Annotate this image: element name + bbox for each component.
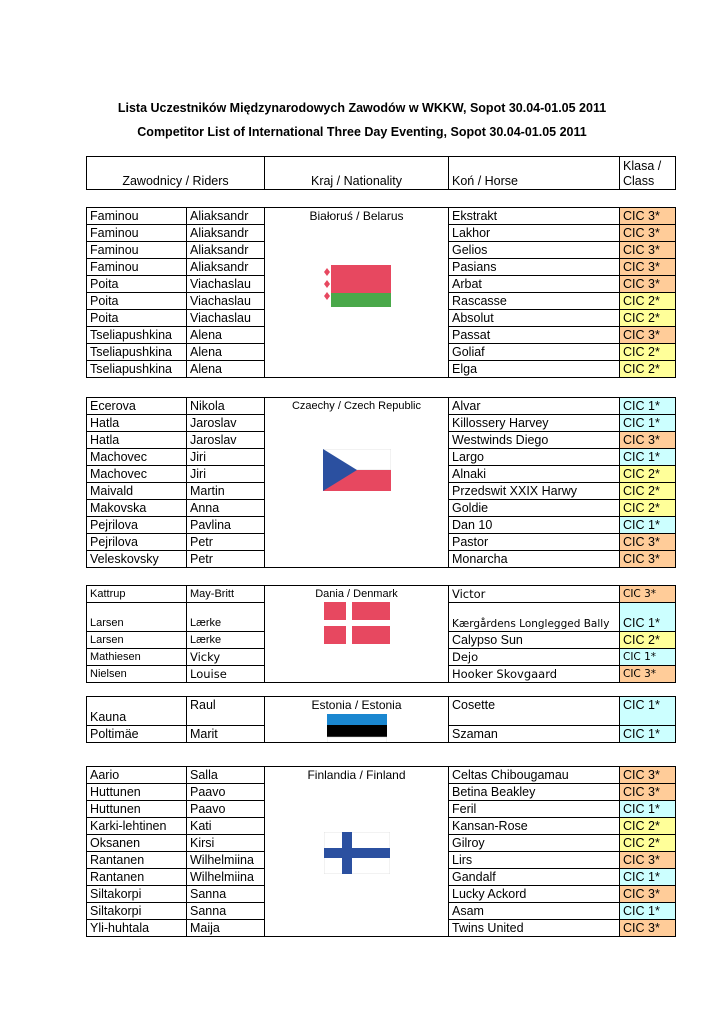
table-row [87,697,676,726]
first-name: May-Britt [187,586,265,603]
class-badge: CIC 2* [620,818,676,835]
horse: Lirs [449,852,620,869]
first-name: Petr [187,534,265,551]
horse: Monarcha [449,551,620,568]
first-name: Alena [187,344,265,361]
horse: Pasians [449,259,620,276]
horse: Feril [449,801,620,818]
class-badge: CIC 3* [620,327,676,344]
surname: Machovec [87,449,187,466]
class-badge: CIC 3* [620,586,676,603]
horse: Kansan-Rose [449,818,620,835]
first-name: Aliaksandr [187,208,265,225]
estonia-flag [327,714,387,743]
horse: Goldie [449,500,620,517]
class-badge: CIC 3* [620,225,676,242]
first-name: Viachaslau [187,276,265,293]
nationality-cell [265,767,449,937]
first-name: Lærke [187,632,265,649]
horse: Kærgårdens Longlegged Bally [449,603,620,632]
surname: Siltakorpi [87,903,187,920]
surname: Karki-lehtinen [87,818,187,835]
nationality-label: Dania / Denmark [315,588,398,600]
nationality-label: Estonia / Estonia [311,698,402,712]
first-name: Viachaslau [187,293,265,310]
title-polish: Lista Uczestników Międzynarodowych Zawodów w WKKW, Sopot 30.04-01.05 2011 [117,101,607,115]
class-badge: CIC 3* [620,920,676,937]
first-name: Viachaslau [187,310,265,327]
class-badge: CIC 1* [620,697,676,726]
class-badge: CIC 3* [620,784,676,801]
surname: Poita [87,293,187,310]
nationality-label: Białoruś / Belarus [309,209,404,223]
first-name: Sanna [187,886,265,903]
first-name: Marit [187,726,265,743]
surname: Veleskovsky [87,551,187,568]
class-badge: CIC 1* [620,649,676,666]
class-badge: CIC 2* [620,835,676,852]
first-name: Alena [187,327,265,344]
first-name: Salla [187,767,265,784]
horse: Killossery Harvey [449,415,620,432]
class-badge: CIC 3* [620,852,676,869]
first-name: Jiri [187,449,265,466]
class-badge: CIC 1* [620,903,676,920]
surname: Pejrilova [87,534,187,551]
horse: Elga [449,361,620,378]
class-badge: CIC 2* [620,361,676,378]
first-name: Nikola [187,398,265,415]
surname: Hatla [87,415,187,432]
class-badge: CIC 3* [620,767,676,784]
horse: Rascasse [449,293,620,310]
class-badge: CIC 3* [620,208,676,225]
surname: Kauna [87,697,187,726]
first-name: Anna [187,500,265,517]
table-row [87,208,676,225]
horse: Gilroy [449,835,620,852]
horse: Asam [449,903,620,920]
nationality-cell [265,398,449,568]
surname: Faminou [87,242,187,259]
class-badge: CIC 2* [620,310,676,327]
class-badge: CIC 1* [620,869,676,886]
surname: Poita [87,310,187,327]
surname: Siltakorpi [87,886,187,903]
table-row [87,767,676,784]
surname: Hatla [87,432,187,449]
first-name: Wilhelmiina [187,852,265,869]
first-name: Lærke [187,603,265,632]
belarus-flag [323,265,391,307]
surname: Faminou [87,208,187,225]
surname: Larsen [87,603,187,632]
horse: Celtas Chibougamau [449,767,620,784]
class-badge: CIC 3* [620,432,676,449]
class-badge: CIC 3* [620,259,676,276]
header-class: Klasa / Class [620,157,676,190]
first-name: Maija [187,920,265,937]
first-name: Paavo [187,801,265,818]
horse: Lakhor [449,225,620,242]
class-badge: CIC 2* [620,632,676,649]
table-row [87,586,676,603]
class-badge: CIC 2* [620,483,676,500]
class-badge: CIC 3* [620,551,676,568]
horse: Dejo [449,649,620,666]
surname: Tseliapushkina [87,327,187,344]
first-name: Kirsi [187,835,265,852]
horse: Szaman [449,726,620,743]
surname: Maivald [87,483,187,500]
surname: Aario [87,767,187,784]
horse: Ekstrakt [449,208,620,225]
table-row [87,398,676,415]
surname: Larsen [87,632,187,649]
first-name: Wilhelmiina [187,869,265,886]
surname: Machovec [87,466,187,483]
class-badge: CIC 2* [620,344,676,361]
class-badge: CIC 3* [620,666,676,683]
class-badge: CIC 3* [620,886,676,903]
class-badge: CIC 1* [620,517,676,534]
header-riders: Zawodnicy / Riders [87,157,265,190]
horse: Przedswit XXIX Harwy [449,483,620,500]
class-badge: CIC 2* [620,466,676,483]
class-badge: CIC 1* [620,398,676,415]
surname: Poita [87,276,187,293]
first-name: Jiri [187,466,265,483]
first-name: Aliaksandr [187,225,265,242]
nationality-cell [265,697,449,743]
surname: Poltimäe [87,726,187,743]
first-name: Pavlina [187,517,265,534]
horse: Absolut [449,310,620,327]
horse: Pastor [449,534,620,551]
surname: Kattrup [87,586,187,603]
horse: Gandalf [449,869,620,886]
horse: Twins United [449,920,620,937]
first-name: Louise [187,666,265,683]
horse: Cosette [449,697,620,726]
first-name: Vicky [187,649,265,666]
surname: Huttunen [87,784,187,801]
class-badge: CIC 1* [620,801,676,818]
first-name: Aliaksandr [187,242,265,259]
finland-flag [324,832,390,874]
nationality-label: Finlandia / Finland [307,768,406,782]
horse: Dan 10 [449,517,620,534]
class-badge: CIC 2* [620,293,676,310]
first-name: Paavo [187,784,265,801]
group-finland [86,766,676,937]
horse: Victor [449,586,620,603]
title-english: Competitor List of International Three Day Eventing, Sopot 30.04-01.05 2011 [137,125,587,139]
surname: Yli-huhtala [87,920,187,937]
first-name: Jaroslav [187,415,265,432]
nationality-cell [265,586,449,683]
surname: Ecerova [87,398,187,415]
class-badge: CIC 3* [620,534,676,551]
horse: Alvar [449,398,620,415]
surname: Makovska [87,500,187,517]
horse: Betina Beakley [449,784,620,801]
first-name: Sanna [187,903,265,920]
nationality-cell [265,208,449,378]
surname: Tseliapushkina [87,344,187,361]
denmark-flag [324,602,390,644]
header-nationality: Kraj / Nationality [265,157,449,190]
group-estonia [86,696,676,743]
horse: Goliaf [449,344,620,361]
first-name: Kati [187,818,265,835]
surname: Mathiesen [87,649,187,666]
horse: Passat [449,327,620,344]
class-badge: CIC 1* [620,449,676,466]
surname: Nielsen [87,666,187,683]
surname: Faminou [87,225,187,242]
header-horse: Koń / Horse [449,157,620,190]
group-belarus [86,207,676,378]
surname: Rantanen [87,852,187,869]
surname: Oksanen [87,835,187,852]
first-name: Martin [187,483,265,500]
czech-flag [323,449,391,491]
surname: Rantanen [87,869,187,886]
horse: Alnaki [449,466,620,483]
horse: Hooker Skovgaard [449,666,620,683]
first-name: Petr [187,551,265,568]
surname: Pejrilova [87,517,187,534]
horse: Calypso Sun [449,632,620,649]
group-denmark [86,585,676,683]
first-name: Raul [187,697,265,726]
class-badge: CIC 3* [620,242,676,259]
first-name: Aliaksandr [187,259,265,276]
nationality-label: Czaechy / Czech Republic [291,400,421,412]
surname: Tseliapushkina [87,361,187,378]
class-badge: CIC 2* [620,500,676,517]
surname: Faminou [87,259,187,276]
group-czech [86,397,676,568]
header-table [86,156,676,190]
horse: Arbat [449,276,620,293]
horse: Gelios [449,242,620,259]
horse: Lucky Ackord [449,886,620,903]
class-badge: CIC 1* [620,726,676,743]
class-badge: CIC 1* [620,603,676,632]
class-badge: CIC 1* [620,415,676,432]
first-name: Jaroslav [187,432,265,449]
class-badge: CIC 3* [620,276,676,293]
horse: Westwinds Diego [449,432,620,449]
first-name: Alena [187,361,265,378]
surname: Huttunen [87,801,187,818]
horse: Largo [449,449,620,466]
